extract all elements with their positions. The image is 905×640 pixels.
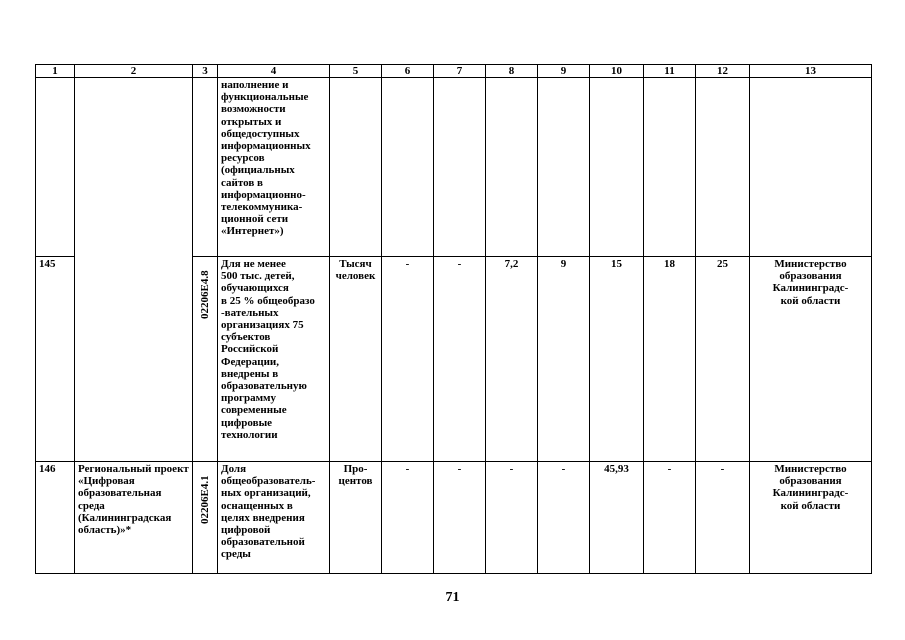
header-cell: 11 bbox=[644, 65, 696, 78]
cell bbox=[538, 462, 590, 574]
cell bbox=[36, 78, 75, 257]
data-table bbox=[35, 64, 872, 574]
cell bbox=[382, 257, 434, 462]
cell bbox=[486, 462, 538, 574]
cell bbox=[750, 78, 872, 257]
cell bbox=[330, 257, 382, 462]
cell bbox=[218, 78, 330, 257]
unit-text: Тысяч человек bbox=[335, 258, 376, 283]
indicator-text: наполнение и функциональные возможности открытых и общедоступных информационных ресурсов (официальных сайтов в информационно- телекоммуника- ционной сети «Интернет») bbox=[221, 79, 311, 238]
value-cell: - bbox=[405, 258, 410, 270]
code-text: 02206E4.1 bbox=[199, 475, 211, 524]
cell bbox=[590, 462, 644, 574]
value-cell: - bbox=[561, 463, 566, 475]
cell bbox=[382, 462, 434, 574]
header-cell: 7 bbox=[434, 65, 486, 78]
cell bbox=[218, 462, 330, 574]
unit-text: Про- центов bbox=[338, 463, 373, 488]
cell bbox=[696, 257, 750, 462]
code-text: 02206E4.8 bbox=[199, 270, 211, 319]
value-cell: 9 bbox=[560, 258, 567, 270]
table-row bbox=[36, 257, 872, 462]
project-name: Региональный проект «Цифровая образовательная среда (Калининградская область)»* bbox=[78, 463, 189, 537]
cell bbox=[486, 78, 538, 257]
value-cell: 25 bbox=[717, 258, 728, 270]
cell bbox=[36, 462, 75, 574]
cell bbox=[36, 257, 75, 462]
table-row bbox=[36, 462, 872, 574]
responsible-org: Министерство образования Калининградс- кой области bbox=[772, 258, 849, 307]
row-number: 145 bbox=[39, 258, 56, 270]
value-cell: 15 bbox=[611, 258, 622, 270]
cell bbox=[538, 257, 590, 462]
header-cell: 6 bbox=[382, 65, 434, 78]
header-cell: 9 bbox=[538, 65, 590, 78]
cell bbox=[590, 78, 644, 257]
project-name bbox=[75, 257, 192, 258]
cell bbox=[75, 462, 193, 574]
cell bbox=[75, 257, 193, 462]
header-cell: 1 bbox=[36, 65, 75, 78]
cell bbox=[696, 462, 750, 574]
cell bbox=[644, 462, 696, 574]
table-row bbox=[36, 78, 872, 257]
cell bbox=[330, 78, 382, 257]
cell bbox=[644, 257, 696, 462]
cell bbox=[696, 78, 750, 257]
cell bbox=[193, 78, 218, 257]
header-cell: 4 bbox=[218, 65, 330, 78]
cell bbox=[75, 78, 193, 257]
row-number: 146 bbox=[39, 463, 56, 475]
value-cell: - bbox=[667, 463, 672, 475]
cell bbox=[434, 462, 486, 574]
cell bbox=[382, 78, 434, 257]
header-cell: 3 bbox=[193, 65, 218, 78]
value-cell: - bbox=[405, 463, 410, 475]
indicator-text: Доля общеобразователь- ных организаций, оснащенных в целях внедрения цифровой образовательной среды bbox=[221, 463, 316, 561]
cell bbox=[218, 257, 330, 462]
cell bbox=[590, 257, 644, 462]
header-row bbox=[36, 65, 872, 78]
header-cell: 10 bbox=[590, 65, 644, 78]
value-cell: - bbox=[457, 258, 462, 270]
cell bbox=[538, 78, 590, 257]
cell bbox=[330, 462, 382, 574]
value-cell: - bbox=[720, 463, 725, 475]
header-cell: 2 bbox=[75, 65, 193, 78]
header-cell: 12 bbox=[696, 65, 750, 78]
value-cell: 45,93 bbox=[604, 463, 629, 475]
value-cell: - bbox=[457, 463, 462, 475]
cell bbox=[434, 257, 486, 462]
indicator-text: Для не менее 500 тыс. детей, обучающихся в 25 % общеобразо -вательных организациях 75 субъектов Российской Федерации, внедрены в образовательную программу современные цифровые технологии bbox=[221, 258, 315, 441]
cell bbox=[193, 462, 218, 574]
value-cell: 7,2 bbox=[504, 258, 519, 270]
cell bbox=[750, 462, 872, 574]
header-cell: 5 bbox=[330, 65, 382, 78]
header-cell: 13 bbox=[750, 65, 872, 78]
header-cell: 8 bbox=[486, 65, 538, 78]
cell bbox=[193, 257, 218, 462]
value-cell: 18 bbox=[664, 258, 675, 270]
value-cell: - bbox=[509, 463, 514, 475]
responsible-org: Министерство образования Калининградс- кой области bbox=[772, 463, 849, 512]
cell bbox=[486, 257, 538, 462]
cell bbox=[434, 78, 486, 257]
cell bbox=[644, 78, 696, 257]
cell bbox=[750, 257, 872, 462]
page-number: 71 bbox=[445, 590, 460, 605]
